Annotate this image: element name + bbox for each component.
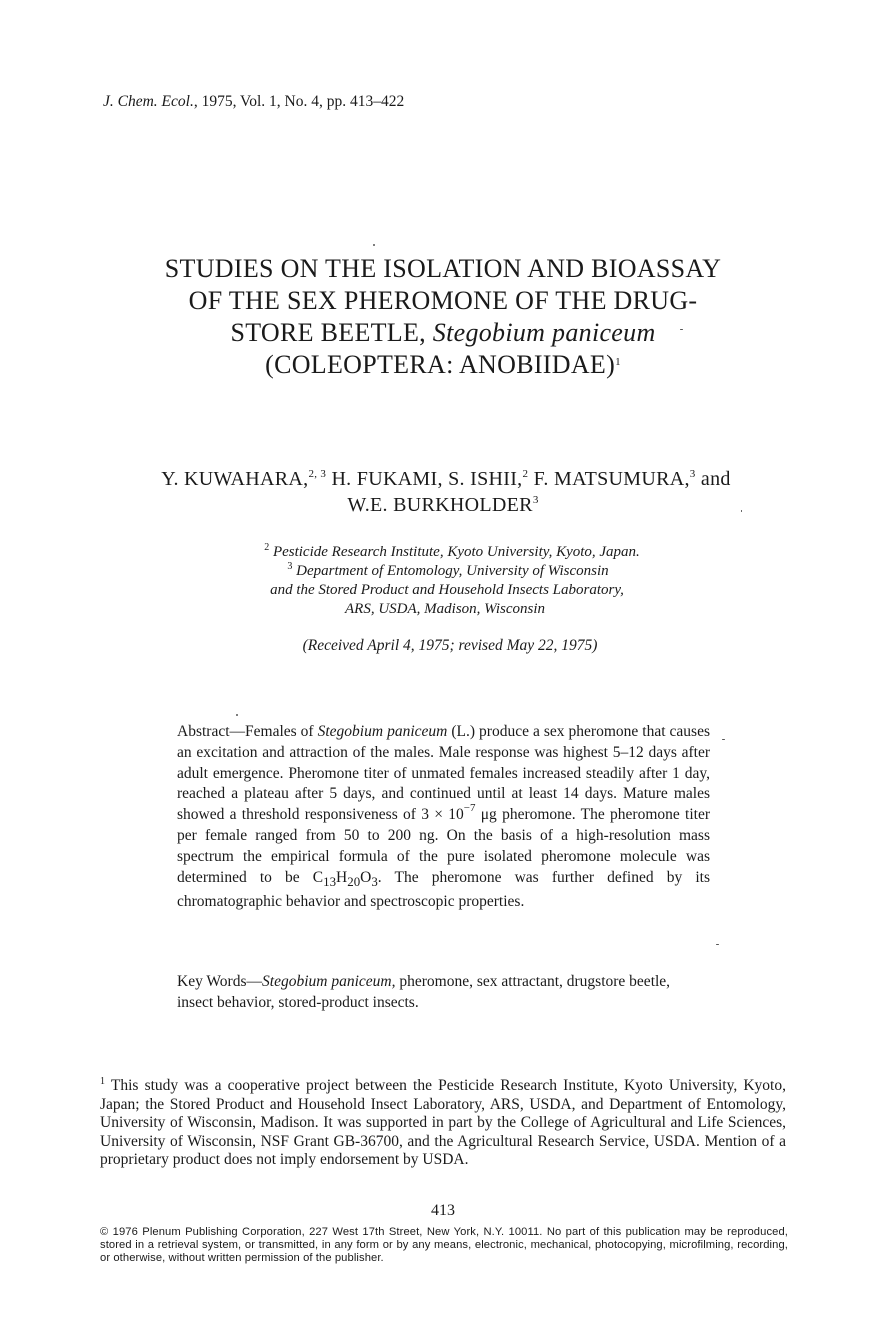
footnote-marker: 1 xyxy=(100,1076,105,1087)
copyright-notice: © 1976 Plenum Publishing Corporation, 227 West 17th Street, New York, N.Y. 10011. No part of this publication may be reproduced, stored in a retrieval system, or transmitted, in any form or by any means, electronic, mechanical, photocopying, microfilming, recording, or otherwise, without written permission of the publisher. xyxy=(100,1226,788,1264)
author-conjunction: and xyxy=(695,468,731,490)
key-words xyxy=(177,972,710,1014)
affiliation-2-text: Department of Entomology, University of Wisconsin xyxy=(292,563,609,579)
key-words-text: pheromone, sex attractant, drugstore beetle, insect behavior, stored-product insects. xyxy=(177,973,671,1011)
scan-speck xyxy=(716,944,719,945)
abstract-dash: —Females of xyxy=(229,723,318,740)
formula-sub-h: 20 xyxy=(347,873,361,889)
affiliations xyxy=(0,543,886,619)
scan-speck xyxy=(373,244,375,246)
title-line-4-text: (COLEOPTERA: ANOBIIDAE) xyxy=(265,350,616,379)
authors-line-1 xyxy=(0,466,886,492)
affiliation-1 xyxy=(0,543,886,562)
scan-speck xyxy=(680,329,683,330)
journal-name: J. Chem. Ecol. xyxy=(103,93,194,110)
author-fukami-ishii: H. FUKAMI, S. ISHII, xyxy=(326,468,523,490)
scan-speck xyxy=(722,739,725,740)
affiliation-1-text: Pesticide Research Institute, Kyoto University, Kyoto, Japan. xyxy=(269,544,640,560)
affiliation-2-line-3: ARS, USDA, Madison, Wisconsin xyxy=(345,601,545,617)
title-line-3 xyxy=(0,317,886,349)
abstract-label: Abstract xyxy=(177,723,230,740)
affiliation-2-marker: 3 xyxy=(287,561,293,572)
title-line-2: OF THE SEX PHEROMONE OF THE DRUG- xyxy=(188,286,698,315)
author-kuwahara-affil: 2, 3 xyxy=(308,468,327,480)
affiliation-2 xyxy=(0,562,886,581)
journal-citation xyxy=(103,93,404,111)
abstract-text-2: μg pheromone. The pheromone titer per female ranged from 50 to 200 ng. On the basis of a high-resolution mass spectrum the empirical formula of the pure isolated pheromone molecule was determined to be C xyxy=(177,806,710,886)
key-words-species: Stegobium paniceum, xyxy=(262,973,396,990)
author-ishii-affil: 2 xyxy=(522,468,529,480)
title-line-3-prefix: STORE BEETLE, xyxy=(230,318,433,347)
key-words-label: Key Words xyxy=(177,973,247,990)
page-number: 413 xyxy=(431,1202,455,1219)
abstract-species: Stegobium paniceum xyxy=(317,723,448,740)
formula-h: H xyxy=(336,868,348,886)
formula-o: O xyxy=(360,868,372,886)
affiliation-1-marker: 2 xyxy=(264,542,270,553)
received-dates: (Received April 4, 1975; revised May 22, 1975) xyxy=(302,637,598,654)
author-kuwahara: Y. KUWAHARA, xyxy=(161,468,309,490)
author-matsumura-affil: 3 xyxy=(689,468,696,480)
scan-speck xyxy=(236,714,238,716)
abstract-text-3: . The pheromone was further defined by its chromatographic behavior and spectroscopic properties. xyxy=(177,868,710,911)
abstract-text-1: (L.) produce a sex pheromone that causes an excitation and attraction of the males. Male response was highest 5–12 days after adult emergence. Pheromone titer of unmated females increased steadily after 1 day, reached a plateau after 5 days, and continued until at least 14 days. Mature males showed a threshold responsiveness of 3 × 10 xyxy=(177,723,710,824)
title-line-1: STUDIES ON THE ISOLATION AND BIOASSAY xyxy=(164,254,722,283)
title-footnote-marker: 1 xyxy=(615,356,621,368)
authors-line-2 xyxy=(0,492,886,518)
footnote-text: This study was a cooperative project between the Pesticide Research Institute, Kyoto University, Kyoto, Japan; the Stored Product and Household Insect Laboratory, ARS, USDA, and Department of Entomology, University of Wisconsin, Madison. It was supported in part by the College of Agricultural and Life Sciences, University of Wisconsin, NSF Grant GB-36700, and the Agricultural Research Service, USDA. Mention of a proprietary product does not imply endorsement by USDA. xyxy=(100,1077,786,1169)
title-line-4 xyxy=(0,349,886,381)
abstract xyxy=(177,722,710,913)
author-burkholder-affil: 3 xyxy=(532,494,539,506)
formula-sub-o: 3 xyxy=(371,873,378,889)
key-words-dash: — xyxy=(246,973,263,990)
footnote xyxy=(100,1077,786,1170)
author-list xyxy=(0,466,886,518)
author-matsumura: F. MATSUMURA, xyxy=(528,468,690,490)
formula-sub-c: 13 xyxy=(323,873,337,889)
abstract-exponent: −7 xyxy=(463,802,476,815)
title-species-name: Stegobium paniceum xyxy=(432,318,656,347)
citation-details: , 1975, Vol. 1, No. 4, pp. 413–422 xyxy=(193,93,405,110)
affiliation-2-line-2: and the Stored Product and Household Insects Laboratory, xyxy=(270,582,624,598)
article-title xyxy=(0,253,886,381)
author-burkholder: W.E. BURKHOLDER xyxy=(347,494,533,516)
scan-speck xyxy=(741,510,742,512)
